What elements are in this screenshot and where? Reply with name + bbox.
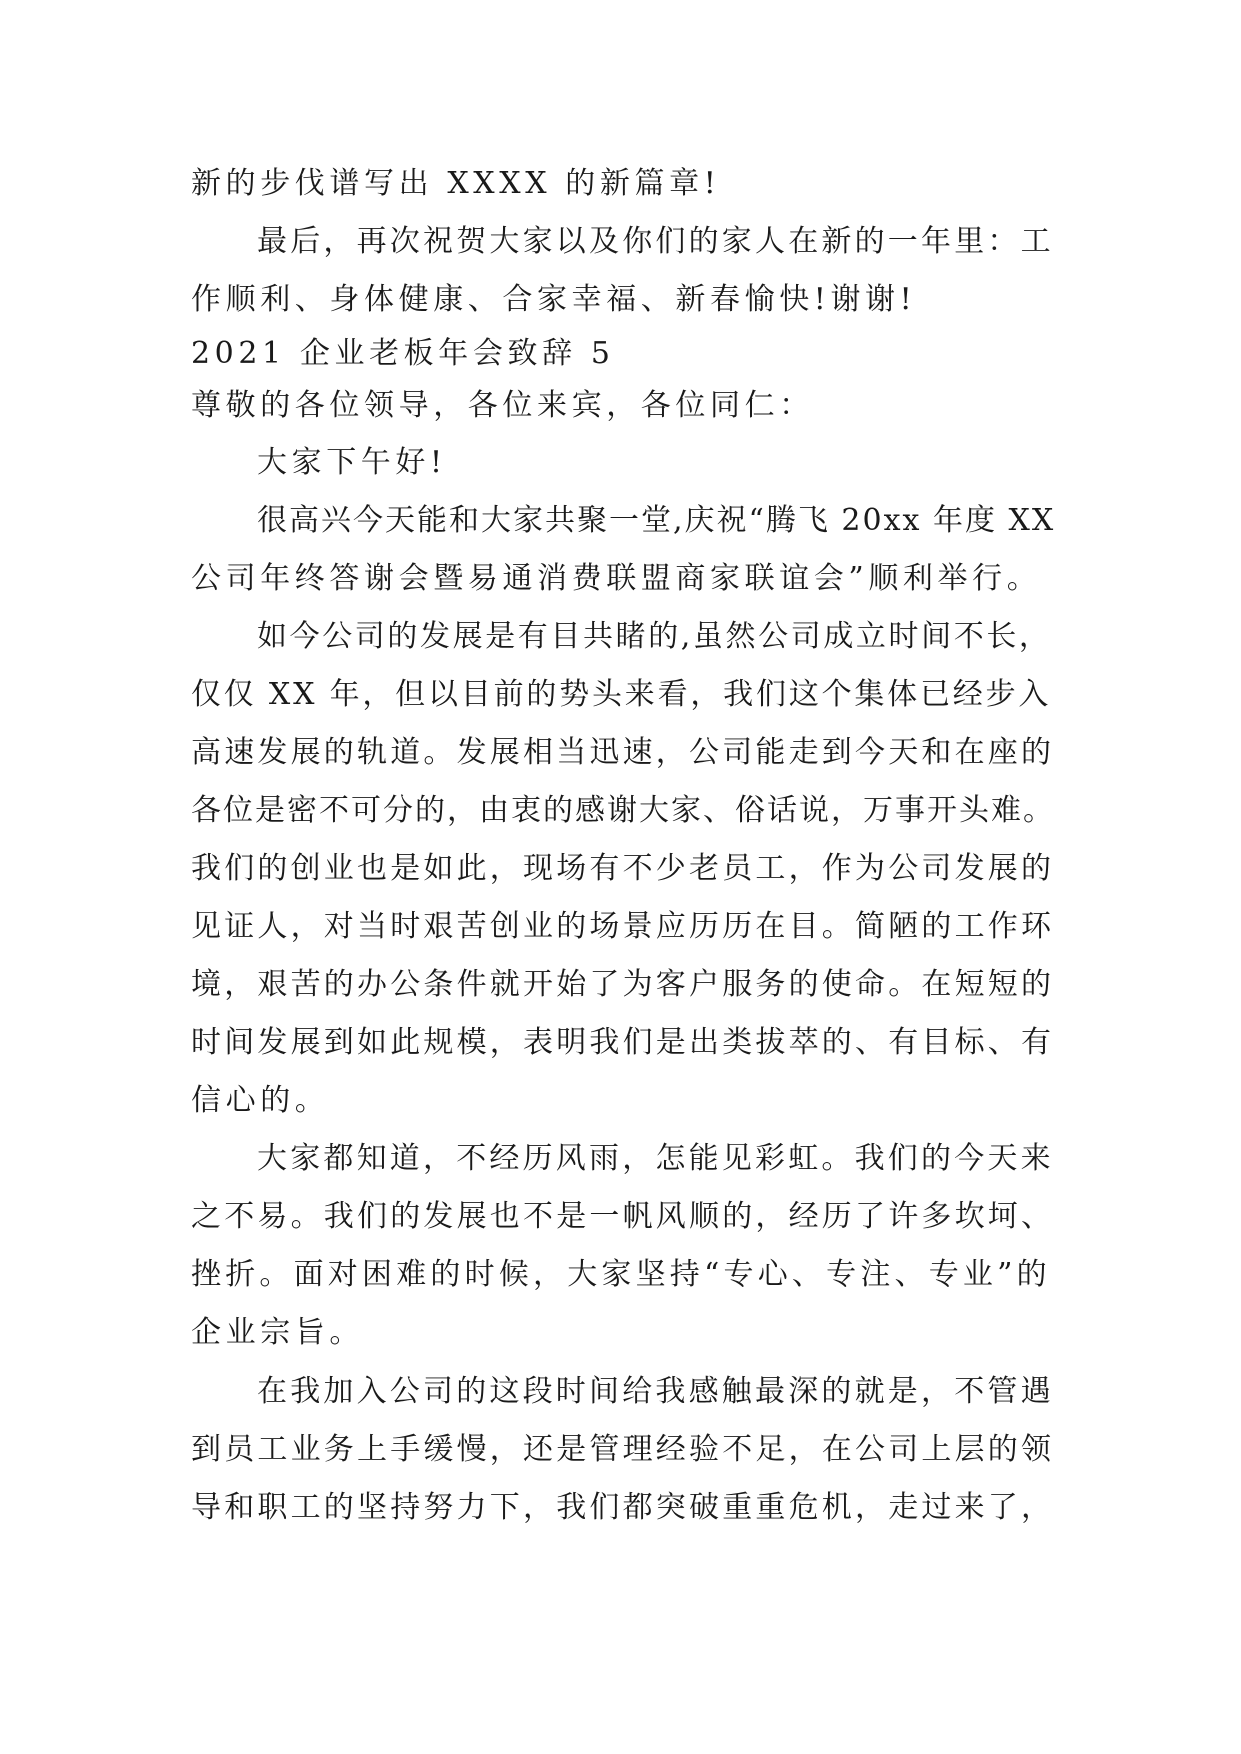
- paragraph-start-line: 在我加入公司的这段时间给我感触最深的就是，不管遇: [257, 1374, 1054, 1409]
- text-line: 公司年终答谢会暨易通消费联盟商家联谊会”顺利举行。: [191, 561, 1042, 596]
- text-line: 境，艰苦的办公条件就开始了为客户服务的使命。在短短的: [191, 967, 1055, 1002]
- section-title: 2021 企业老板年会致辞 5: [191, 336, 615, 371]
- paragraph-start-line: 最后，再次祝贺大家以及你们的家人在新的一年里：工: [257, 224, 1054, 259]
- text-line: 导和职工的坚持努力下，我们都突破重重危机，走过来了，: [191, 1490, 1055, 1525]
- paragraph-start-line: 如今公司的发展是有目共睹的,虽然公司成立时间不长，: [257, 619, 1052, 654]
- text-line: 我们的创业也是如此，现场有不少老员工，作为公司发展的: [191, 851, 1055, 886]
- text-line: 各位是密不可分的，由衷的感谢大家、俗话说，万事开头难。: [191, 793, 1055, 828]
- text-line: 仅仅 XX 年，但以目前的势头来看，我们这个集体已经步入: [191, 677, 1052, 712]
- paragraph-start-line: 很高兴今天能和大家共聚一堂,庆祝“腾飞 20xx 年度 XX: [257, 503, 1056, 538]
- text-line: 作顺利、身体健康、合家幸福、新春愉快!谢谢!: [191, 282, 917, 317]
- text-line: 新的步伐谱写出 XXXX 的新篇章!: [191, 166, 721, 201]
- text-line: 见证人，对当时艰苦创业的场景应历历在目。简陋的工作环: [191, 909, 1055, 944]
- text-line: 挫折。面对困难的时候，大家坚持“专心、专注、专业”的: [191, 1257, 1051, 1292]
- text-line: 信心的。: [191, 1083, 330, 1118]
- text-line: 到员工业务上手缓慢，还是管理经验不足，在公司上层的领: [191, 1432, 1055, 1467]
- greeting: 大家下午好!: [257, 445, 447, 480]
- text-line: 之不易。我们的发展也不是一帆风顺的，经历了许多坎坷、: [191, 1199, 1055, 1234]
- text-line: 时间发展到如此规模，表明我们是出类拔萃的、有目标、有: [191, 1025, 1055, 1060]
- text-line: 企业宗旨。: [191, 1315, 364, 1350]
- salutation: 尊敬的各位领导，各位来宾，各位同仁：: [191, 388, 814, 423]
- paragraph-start-line: 大家都知道，不经历风雨，怎能见彩虹。我们的今天来: [257, 1141, 1054, 1176]
- text-line: 高速发展的轨道。发展相当迅速，公司能走到今天和在座的: [191, 735, 1055, 770]
